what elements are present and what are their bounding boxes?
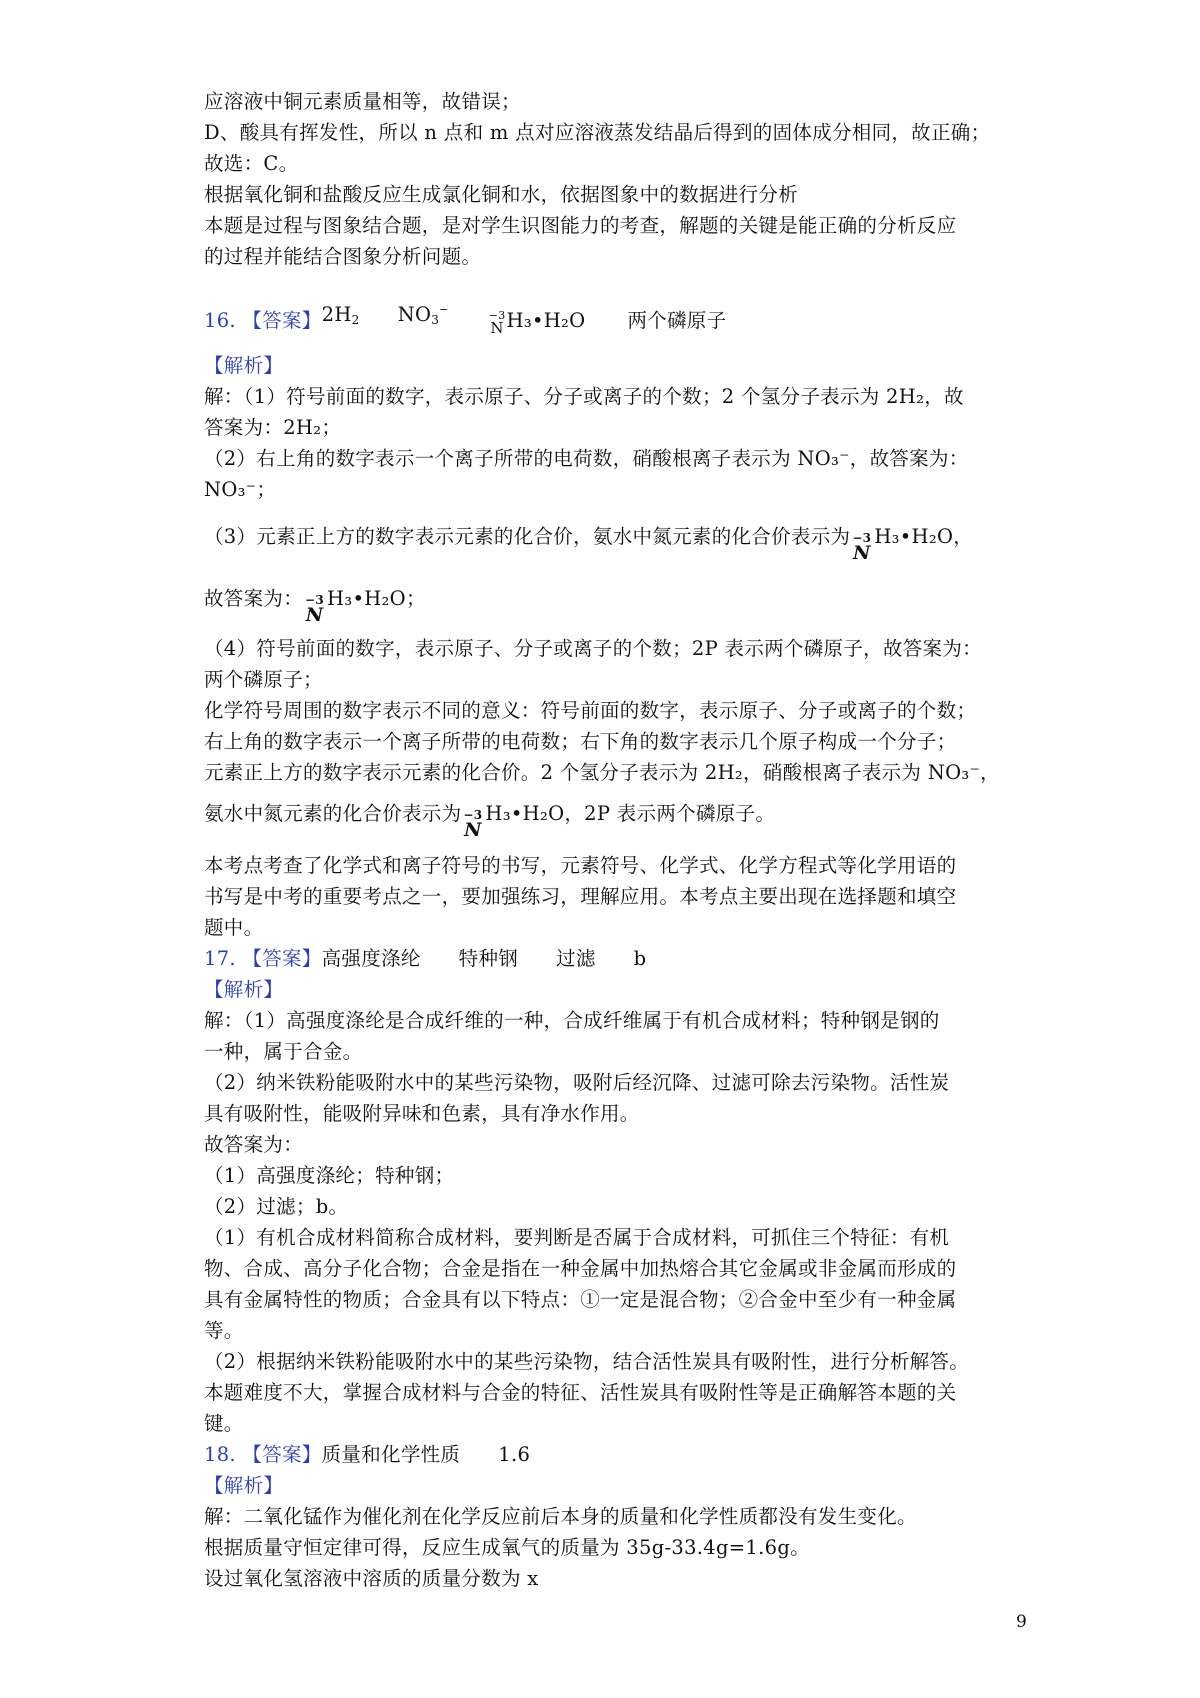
text-line: 题中。 <box>204 916 264 939</box>
valence-formula <box>852 532 872 563</box>
text-line: （4）符号前面的数字，表示原子、分子或离子的个数；2P 表示两个磷原子，故答案为： <box>204 637 982 660</box>
text-line: （1）有机合成材料简称合成材料，要判断是否属于合成材料，可抓住三个特征：有机 <box>204 1226 950 1249</box>
q17-answer-3: 过滤 <box>556 947 596 970</box>
text-line: 右上角的数字表示一个离子所带的电荷数；右下角的数字表示几个原子构成一个分子； <box>204 730 957 753</box>
text-line: 键。 <box>204 1412 244 1435</box>
text-line: 解：（1）符号前面的数字，表示原子、分子或离子的个数；2 个氢分子表示为 2H₂，故 <box>204 385 964 408</box>
q16-line-3b <box>204 573 1024 625</box>
text-line: （2）过滤；b。 <box>204 1195 349 1218</box>
text-line: 的过程并能结合图象分析问题。 <box>204 245 482 268</box>
q16-answer-2-sup: − <box>439 303 449 316</box>
valence-mark <box>852 532 871 563</box>
valence-mark <box>489 310 506 336</box>
text-line: 两个磷原子； <box>204 668 323 691</box>
q16-answer-row <box>204 294 1024 336</box>
q16-analysis-label: 【解析】 <box>204 354 284 377</box>
text-line: 元素正上方的数字表示元素的化合价。2 个氢分子表示为 2H₂，硝酸根离子表示为 NO₃⁻， <box>204 761 1000 784</box>
text-line: 设过氧化氢溶液中溶质的质量分数为 x <box>204 1567 539 1590</box>
q18-answer-row <box>204 1439 1024 1470</box>
text-line: H₃•H₂O； <box>327 587 426 610</box>
q18-answer-2: 1.6 <box>498 1443 531 1466</box>
text-line: （2）纳米铁粉能吸附水中的某些污染物，吸附后经沉降、过滤可除去污染物。活性炭 <box>204 1071 950 1094</box>
text-line: H₃•H₂O，2P 表示两个磷原子。 <box>485 802 776 825</box>
valence-formula <box>305 594 325 625</box>
valence-number: −3 <box>852 531 872 545</box>
valence-number: −3 <box>488 309 506 322</box>
q17-answer-row <box>204 943 1024 974</box>
valence-mark <box>305 594 324 625</box>
q16-answer-2 <box>398 294 449 336</box>
q18-answer-1: 质量和化学性质 <box>321 1443 461 1466</box>
q16-answer-1 <box>322 299 360 336</box>
text-line: 具有吸附性，能吸附异味和色素，具有净水作用。 <box>204 1102 640 1125</box>
q16-answer-4: 两个磷原子 <box>627 309 727 332</box>
text-line: 故答案为： <box>204 587 304 610</box>
text-line: （3）元素正上方的数字表示元素的化合价，氨水中氮元素的化合价表示为 <box>204 525 851 548</box>
q17-answer-2: 特种钢 <box>458 947 519 970</box>
valence-number: −3 <box>463 808 483 822</box>
text-line: 本题是过程与图象结合题，是对学生识图能力的考查，解题的关键是能正确的分析反应 <box>204 214 957 237</box>
valence-element: N <box>305 604 324 626</box>
text-line: 解：二氧化锰作为催化剂在化学反应前后本身的质量和化学性质都没有发生变化。 <box>204 1505 917 1528</box>
text-line: 等。 <box>204 1319 244 1342</box>
q16-answer-1-main: 2H <box>321 303 352 326</box>
text-line: （2）根据纳米铁粉能吸附水中的某些污染物，结合活性炭具有吸附性，进行分析解答。 <box>204 1350 970 1373</box>
text-line: 氨水中氮元素的化合价表示为 <box>204 802 462 825</box>
text-line: 答案为：2H₂； <box>204 416 342 439</box>
q16-answer-2-main: NO <box>397 303 432 326</box>
text-line: （1）高强度涤纶；特种钢； <box>204 1164 455 1187</box>
text-line: H₃•H₂O， <box>874 525 974 548</box>
valence-formula <box>463 809 483 840</box>
valence-element: N <box>464 819 482 841</box>
q16-answer-3-rest: H₃•H₂O <box>506 309 586 332</box>
text-line: 解：（1）高强度涤纶是合成纤维的一种，合成纤维属于有机合成材料；特种钢是钢的 <box>204 1009 940 1032</box>
q16-answer-3 <box>489 305 586 336</box>
q16-line-3 <box>204 511 1024 563</box>
q18-analysis-label: 【解析】 <box>204 1474 284 1497</box>
q16-line-12 <box>204 788 1024 840</box>
text-line: 本考点考查了化学式和离子符号的书写，元素符号、化学式、化学方程式等化学用语的 <box>204 854 957 877</box>
text-line: D、酸具有挥发性，所以 n 点和 m 点对应溶液蒸发结晶后得到的固体成分相同，故正确； <box>204 121 991 144</box>
text-line: 故选：C。 <box>204 152 299 175</box>
q17-answer-1: 高强度涤纶 <box>321 947 421 970</box>
q16-answer-2-sub: 3 <box>431 313 440 327</box>
q17-answer-4: b <box>633 947 647 970</box>
text-line: 根据质量守恒定律可得，反应生成氧气的质量为 35g-33.4g=1.6g。 <box>204 1536 810 1559</box>
text-line: 根据氧化铜和盐酸反应生成氯化铜和水，依据图象中的数据进行分析 <box>204 183 799 206</box>
valence-number: −3 <box>305 593 325 607</box>
valence-element: N <box>490 319 504 337</box>
valence-element: N <box>852 542 871 564</box>
q17-answer-label: 17. 【答案】 <box>204 947 322 970</box>
text-line: 一种，属于合金。 <box>204 1040 363 1063</box>
text-line: （2）右上角的数字表示一个离子所带的电荷数，硝酸根离子表示为 NO₃⁻，故答案为： <box>204 447 969 470</box>
text-line: 本题难度不大，掌握合成材料与合金的特征、活性炭具有吸附性等是正确解答本题的关 <box>204 1381 957 1404</box>
q16-answer-1-sub: 2 <box>351 313 360 327</box>
text-line: 化学符号周围的数字表示不同的意义：符号前面的数字，表示原子、分子或离子的个数； <box>204 699 977 722</box>
q16-answer-label: 16. 【答案】 <box>204 309 322 332</box>
page-content <box>204 86 1024 1594</box>
text-line: 物、合成、高分子化合物；合金是指在一种金属中加热熔合其它金属或非金属而形成的 <box>204 1257 957 1280</box>
text-line: 具有金属特性的物质；合金具有以下特点：①一定是混合物；②合金中至少有一种金属 <box>204 1288 957 1311</box>
text-line: 应溶液中铜元素质量相等，故错误； <box>204 90 521 113</box>
q18-answer-label: 18. 【答案】 <box>204 1443 322 1466</box>
valence-mark <box>463 809 482 840</box>
page-number: 9 <box>1016 1612 1027 1632</box>
q17-analysis-label: 【解析】 <box>204 978 284 1001</box>
text-line: 书写是中考的重要考点之一，要加强练习，理解应用。本考点主要出现在选择题和填空 <box>204 885 957 908</box>
text-line: 故答案为： <box>204 1133 304 1156</box>
text-line: NO₃⁻； <box>204 478 277 501</box>
